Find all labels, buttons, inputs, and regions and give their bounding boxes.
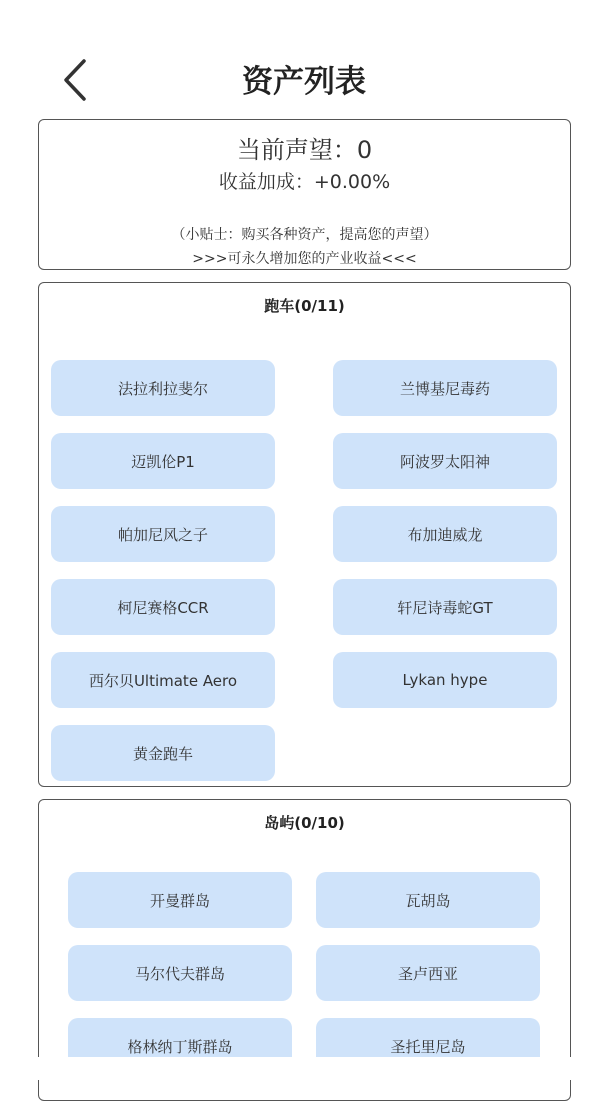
asset-button[interactable]: 轩尼诗毒蛇GT <box>333 579 557 635</box>
asset-button[interactable]: 法拉利拉斐尔 <box>51 360 275 416</box>
asset-button[interactable]: 西尔贝Ultimate Aero <box>51 652 275 708</box>
asset-button[interactable]: 圣托里尼岛 <box>316 1018 540 1074</box>
asset-button[interactable]: 阿波罗太阳神 <box>333 433 557 489</box>
reputation-value: 当前声望：0 <box>236 136 373 164</box>
asset-button[interactable]: 迈凯伦P1 <box>51 433 275 489</box>
section-title: 岛屿(0/10) <box>264 814 345 832</box>
asset-button[interactable]: 布加迪威龙 <box>333 506 557 562</box>
asset-button[interactable]: 马尔代夫群岛 <box>68 945 292 1001</box>
asset-button[interactable]: 黄金跑车 <box>51 725 275 781</box>
asset-button[interactable]: 兰博基尼毒药 <box>333 360 557 416</box>
asset-button[interactable]: 圣卢西亚 <box>316 945 540 1001</box>
reputation-panel <box>38 119 571 270</box>
asset-button[interactable]: Lykan hype <box>333 652 557 708</box>
asset-button[interactable]: 格林纳丁斯群岛 <box>68 1018 292 1074</box>
section-title: 跑车(0/11) <box>264 297 345 315</box>
asset-button[interactable]: 柯尼赛格CCR <box>51 579 275 635</box>
page-title: 资产列表 <box>242 64 366 100</box>
asset-button[interactable]: 帕加尼风之子 <box>51 506 275 562</box>
sports-car-section <box>38 282 571 787</box>
island-section <box>38 799 571 1101</box>
income-bonus: 收益加成：+0.00% <box>218 171 391 193</box>
asset-button[interactable]: 瓦胡岛 <box>316 872 540 928</box>
tip-text-2: >>>可永久增加您的产业收益<<< <box>192 251 417 267</box>
asset-button[interactable]: 开曼群岛 <box>68 872 292 928</box>
tip-text: （小贴士：购买各种资产，提高您的声望） <box>171 227 438 243</box>
